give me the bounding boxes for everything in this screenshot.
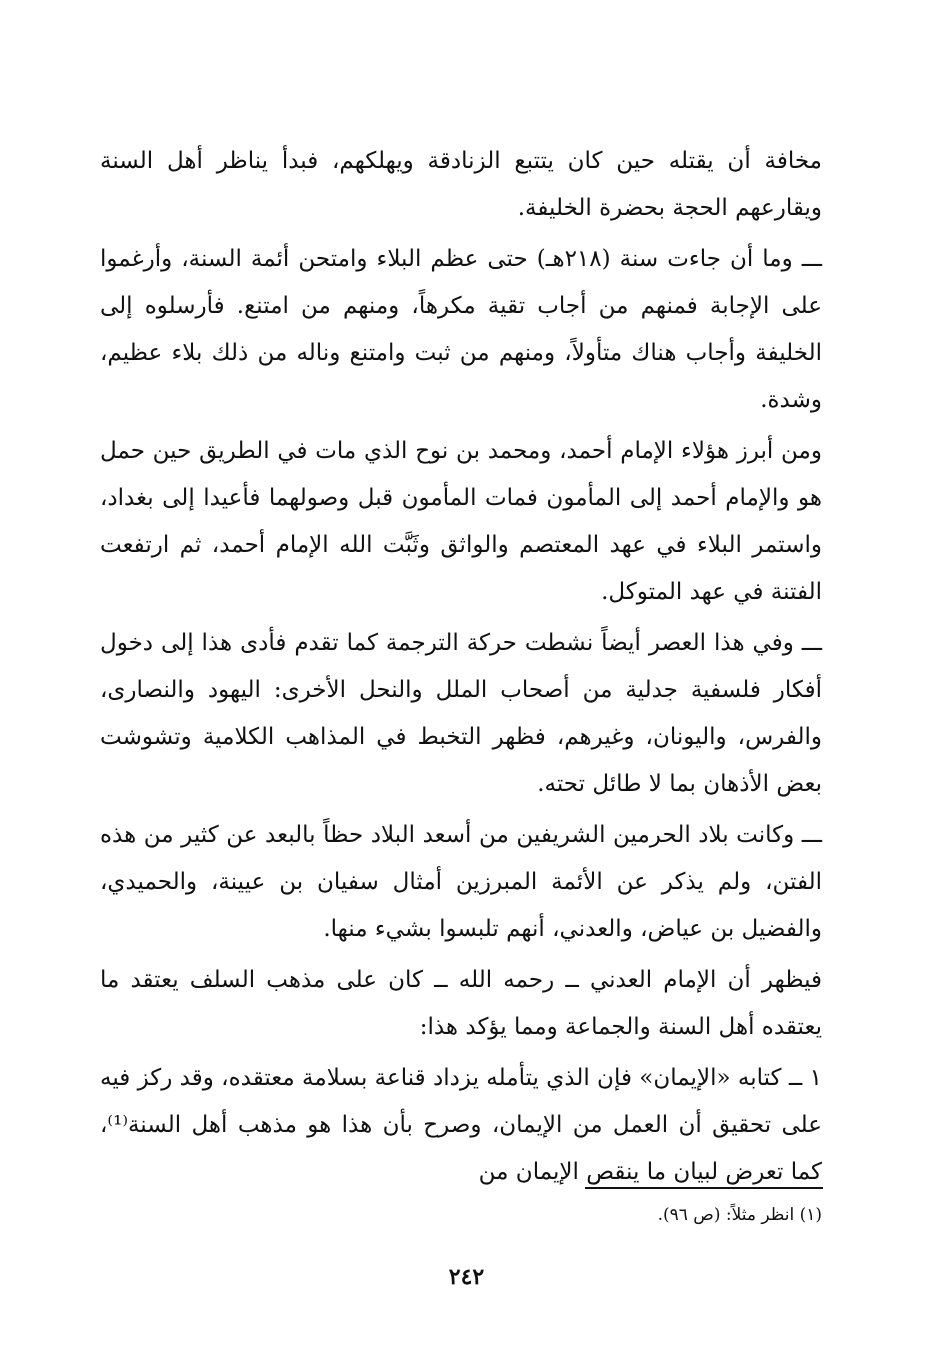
footnote-divider bbox=[585, 1187, 823, 1189]
paragraph-6: فيظهر أن الإمام العدني ــ رحمه الله ــ كان على مذهب السلف يعتقد ما يعتقده أهل السنة والجماعة ومما يؤكد هذا: bbox=[100, 967, 822, 1040]
paragraph-2: ـــ وما أن جاءت سنة (٢١٨هـ) حتى عظم البلاء وامتحن أئمة السنة، وأرغموا على الإجابة فمنهم من أجاب تقية مكرهاً، ومنهم من امتنع. فأرسلوه إلى الخليفة وأجاب هناك متأولاً، ومنهم من ثبت وامتنع وناله من ذلك بلاء عظيم، وشدة. bbox=[100, 246, 822, 413]
paragraph-4: ـــ وفي هذا العصر أيضاً نشطت حركة الترجمة كما تقدم فأدى هذا إلى دخول أفكار فلسفية جدلية من أصحاب الملل والنحل الأخرى: اليهود والنصارى، والفرس، واليونان، وغيرهم، فظهر التخبط في المذاهب الكلامية وتشوشت بعض الأذهان بما لا طائل تحته. bbox=[100, 630, 822, 797]
page-number: ٢٤٢ bbox=[448, 1264, 485, 1290]
paragraph-7: ١ ــ كتابه «الإيمان» فإن الذي يتأمله يزداد قناعة بسلامة معتقده، وقد ركز فيه على تحقيق أن العمل من الإيمان، وصرح بأن هذا هو مذهب أهل السنة⁽¹⁾، كما تعرض لبيان ما ينقص الإيمان من bbox=[100, 1065, 822, 1185]
paragraph-1: مخافة أن يقتله حين كان يتتبع الزنادقة ويهلكهم، فبدأ يناظر أهل السنة ويقارعهم الحجة بحضرة الخليفة. bbox=[100, 148, 822, 221]
footnote: (١) انظر مثلاً: (ص ٩٦). bbox=[657, 1205, 822, 1225]
paragraph-3: ومن أبرز هؤلاء الإمام أحمد، ومحمد بن نوح الذي مات في الطريق حين حمل هو والإمام أحمد إلى المأمون فمات المأمون قبل وصولهما فأعيدا إلى بغداد، واستمر البلاء في عهد المعتصم والواثق وثَبَّت الله الإمام أحمد، ثم ارتفعت الفتنة في عهد المتوكل. bbox=[100, 438, 822, 605]
paragraph-5: ـــ وكانت بلاد الحرمين الشريفين من أسعد البلاد حظاً بالبعد عن كثير من هذه الفتن، ولم يذكر عن الأئمة المبرزين أمثال سفيان بن عيينة، والحميدي، والفضيل بن عياض، والعدني، أنهم تلبسوا بشيء منها. bbox=[100, 822, 822, 942]
body-text bbox=[100, 138, 822, 1200]
